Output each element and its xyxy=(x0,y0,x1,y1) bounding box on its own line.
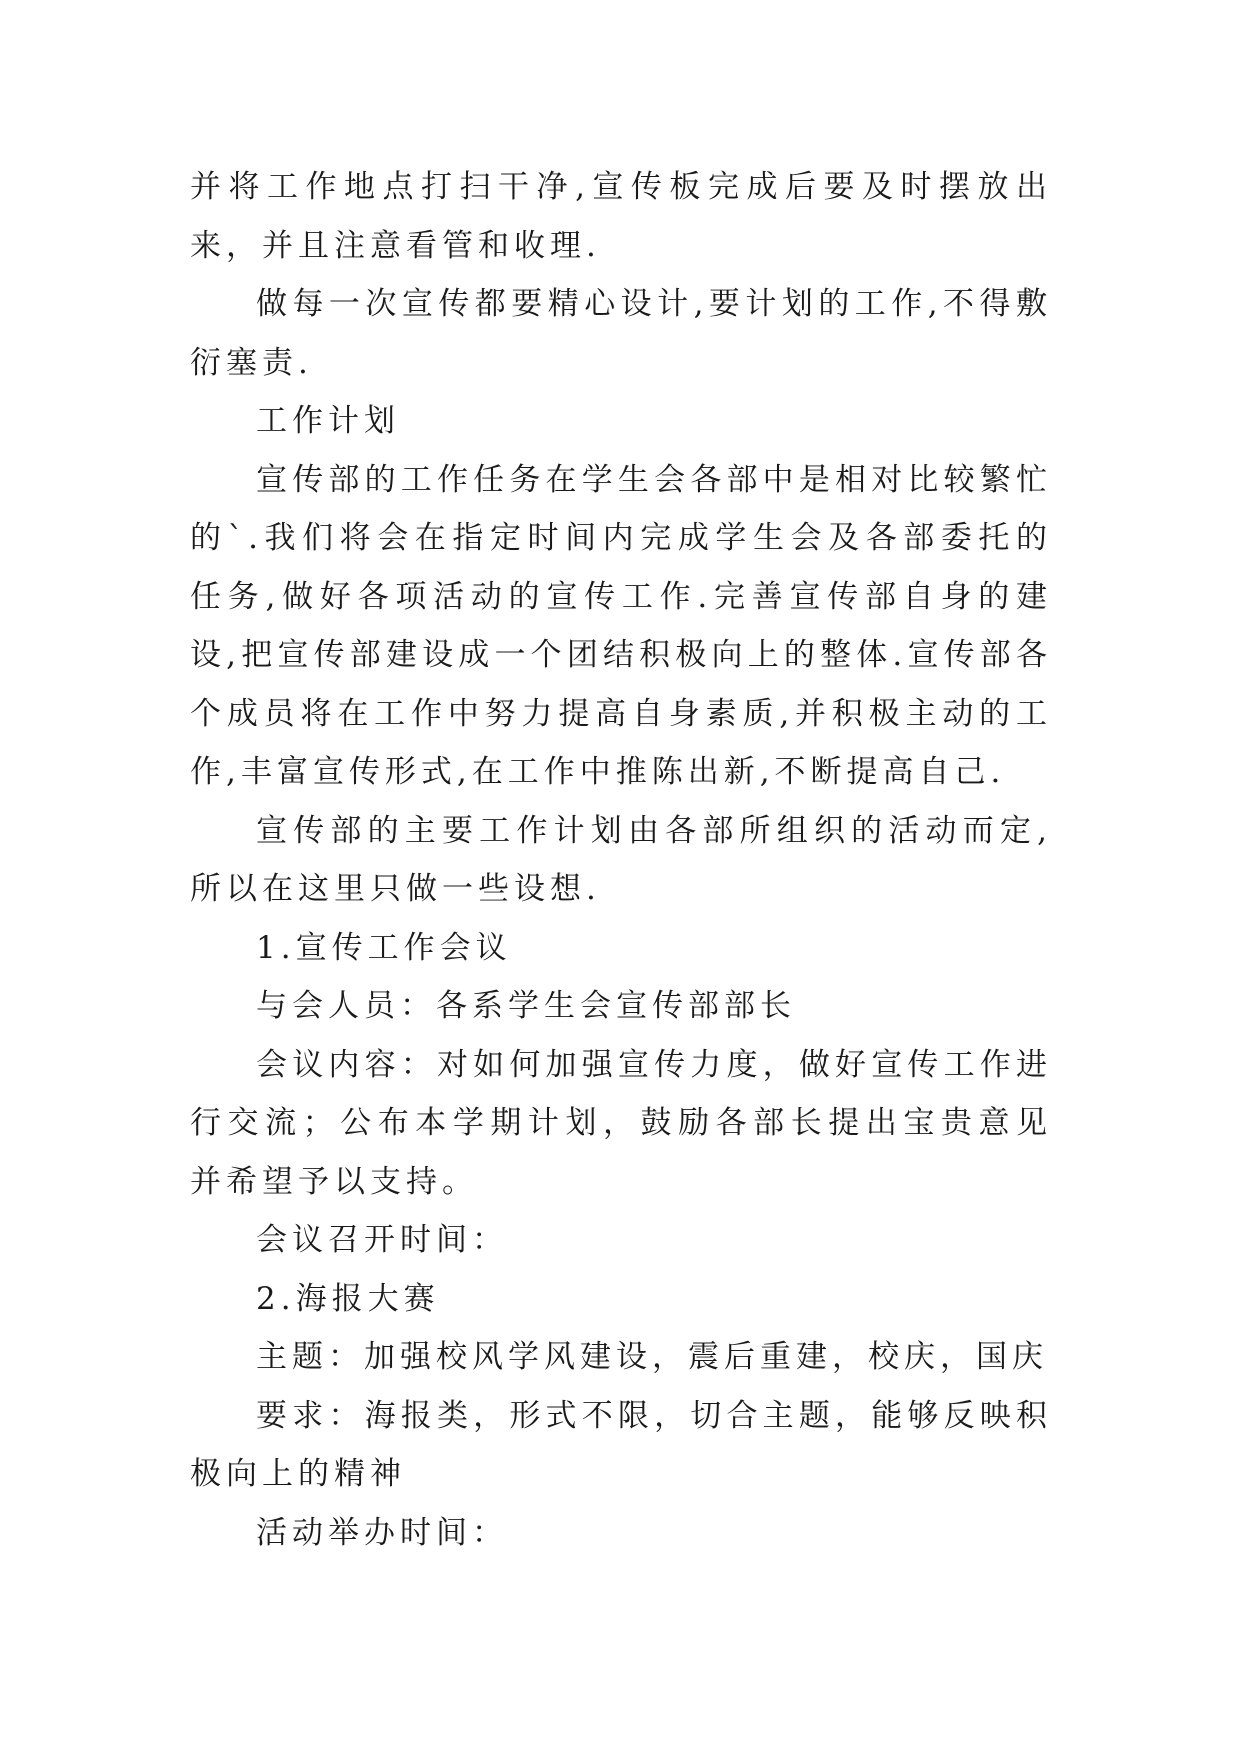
paragraph: 要求：海报类，形式不限，切合主题，能够反映积极向上的精神 xyxy=(190,1397,1052,1492)
paragraph: 宣传部的主要工作计划由各部所组织的活动而定,所以在这里只做一些设想. xyxy=(190,812,1052,907)
list-item-heading: 1.宣传工作会议 xyxy=(256,929,512,966)
section-heading: 工作计划 xyxy=(256,403,400,439)
list-item-heading: 2.海报大赛 xyxy=(256,1280,440,1317)
paragraph: 主题：加强校风学风建设，震后重建，校庆，国庆 xyxy=(256,1339,1048,1375)
paragraph: 宣传部的工作任务在学生会各部中是相对比较繁忙的`.我们将会在指定时间内完成学生会及各部委托的任务,做好各项活动的宣传工作.完善宣传部自身的建设,把宣传部建设成一个团结积极向上的整体.宣传部各个成员将在工作中努力提高自身素质,并积极主动的工作,丰富宣传形式,在工作中推陈出新,不断提高自己. xyxy=(190,461,1052,790)
paragraph: 与会人员：各系学生会宣传部部长 xyxy=(256,988,796,1024)
paragraph: 会议召开时间： xyxy=(256,1222,508,1258)
paragraph: 并将工作地点打扫干净,宣传板完成后要及时摆放出来，并且注意看管和收理. xyxy=(190,169,1052,264)
paragraph: 活动举办时间： xyxy=(256,1514,508,1551)
document-body xyxy=(190,158,1052,1562)
paragraph: 做每一次宣传都要精心设计,要计划的工作,不得敷衍塞责. xyxy=(190,286,1052,381)
paragraph: 会议内容：对如何加强宣传力度，做好宣传工作进行交流；公布本学期计划，鼓励各部长提出宝贵意见并希望予以支持。 xyxy=(190,1046,1052,1200)
